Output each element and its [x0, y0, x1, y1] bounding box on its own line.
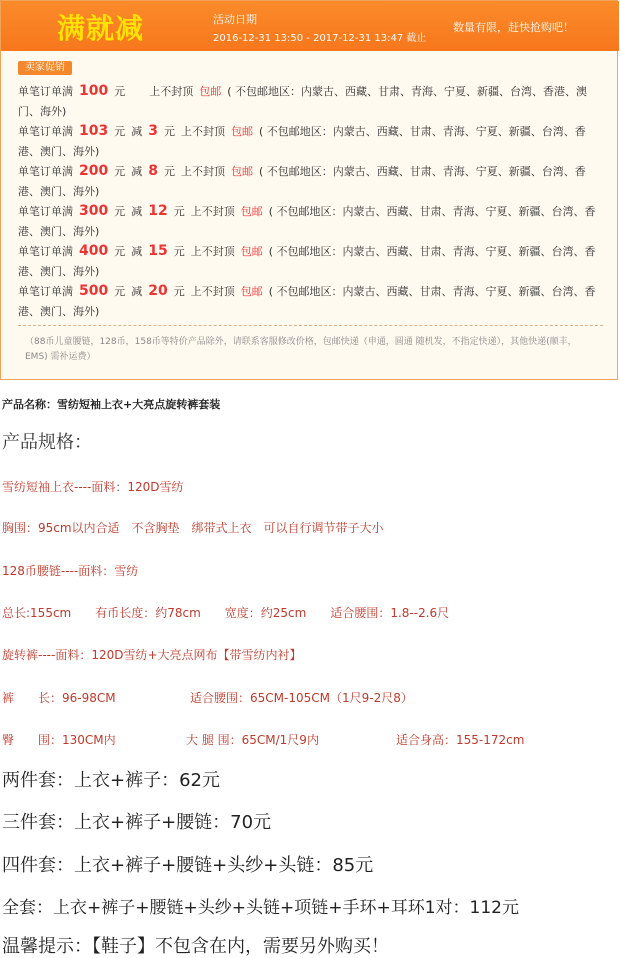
banner-date-range: 2016-12-31 13:50 - 2017-12-31 13:47 截止: [213, 33, 427, 44]
rule-row: [18, 281, 603, 322]
rule-unit: 元: [114, 165, 126, 178]
rule-exclusion: ( 不包邮地区：内蒙古、西藏、甘肃、青海、宁夏、新疆、台湾、香港、澳门、海外): [18, 205, 596, 238]
height: 适合身高：155-172cm: [396, 733, 525, 747]
rule-discount: 15: [148, 243, 168, 259]
thigh: 大 腿 围：65CM/1尺9内: [186, 733, 319, 747]
rule-amount: 100: [79, 83, 109, 99]
set-price: 全套：上衣+裤子+腰链+头纱+头链+项链+手环+耳环1对：112元: [2, 898, 519, 918]
rule-unit: 元: [114, 125, 126, 138]
rule-cap: 上不封顶: [180, 165, 225, 178]
spec-title: 产品规格：: [2, 432, 92, 453]
rule-row: [18, 121, 603, 162]
rule-amount: 500: [79, 283, 109, 299]
rule-cap: 上不封顶: [190, 285, 235, 298]
rule-prefix: 单笔订单满: [18, 245, 73, 258]
rule-prefix: 单笔订单满: [18, 85, 73, 98]
set-price: 四件套：上衣+裤子+腰链+头纱+头链：85元: [2, 855, 374, 876]
rule-row: [18, 81, 603, 122]
rule-unit: 元: [114, 205, 126, 218]
rule-amount: 200: [79, 163, 109, 179]
spec-line: 128币腰链----面料：雪纺: [2, 564, 139, 578]
rule-discount-unit: 元: [173, 285, 185, 298]
set-price: 三件套：上衣+裤子+腰链：70元: [2, 812, 272, 833]
rule-free-ship: 包邮: [240, 245, 263, 258]
rule-discount: 12: [148, 203, 168, 219]
hip: 臀 围：130CM内: [2, 733, 116, 747]
rule-cap: 上不封顶: [149, 85, 194, 98]
rule-cap: 上不封顶: [190, 205, 235, 218]
rule-free-ship: 包邮: [199, 85, 222, 98]
tip: 温馨提示：【鞋子】不包含在内，需要另外购买！: [2, 936, 389, 957]
rule-row: [18, 161, 603, 202]
rule-exclusion: ( 不包邮地区：内蒙古、西藏、甘肃、青海、宁夏、新疆、台湾、香港、澳门、海外): [18, 165, 586, 198]
rule-discount-word: 减: [131, 205, 143, 218]
rule-unit: 元: [114, 245, 126, 258]
rule-free-ship: 包邮: [230, 165, 253, 178]
rule-prefix: 单笔订单满: [18, 285, 73, 298]
rule-amount: 300: [79, 203, 109, 219]
spec-line: 雪纺短袖上衣----面料：120D雪纺: [2, 480, 184, 494]
rule-free-ship: 包邮: [240, 285, 263, 298]
spec-line: 总长:155cm 有币长度：约78cm 宽度：约25cm 适合腰围：1.8--2.6尺: [2, 606, 450, 620]
banner-note: 数量有限，赶快抢购吧！: [453, 21, 574, 34]
pants-waist: 适合腰围：65CM-105CM（1尺9-2尺8）: [190, 691, 413, 705]
rule-discount-unit: 元: [163, 165, 175, 178]
rule-discount: 8: [148, 163, 158, 179]
rule-discount-unit: 元: [163, 125, 175, 138]
banner-title: 满就减: [57, 12, 145, 45]
rule-amount: 400: [79, 243, 109, 259]
spec-line: 旋转裤----面料：120D雪纺+大亮点网布【带雪纺内衬】: [2, 648, 302, 662]
rule-discount-unit: 元: [173, 205, 185, 218]
rule-discount-word: 减: [131, 245, 143, 258]
rule-unit: 元: [114, 85, 126, 98]
promo-banner: [1, 1, 619, 51]
rule-exclusion: ( 不包邮地区：内蒙古、西藏、甘肃、青海、宁夏、新疆、台湾、香港、澳门、海外): [18, 85, 588, 118]
rule-discount-word: 减: [131, 125, 143, 138]
banner-date-label: 活动日期: [213, 13, 257, 26]
rule-exclusion: ( 不包邮地区：内蒙古、西藏、甘肃、青海、宁夏、新疆、台湾、香港、澳门、海外): [18, 125, 586, 158]
divider: [18, 325, 603, 326]
rule-discount-word: 减: [131, 165, 143, 178]
rule-row: [18, 201, 603, 242]
rule-discount-unit: 元: [173, 245, 185, 258]
rule-prefix: 单笔订单满: [18, 205, 73, 218]
rule-prefix: 单笔订单满: [18, 125, 73, 138]
rule-free-ship: 包邮: [240, 205, 263, 218]
rule-exclusion: ( 不包邮地区：内蒙古、西藏、甘肃、青海、宁夏、新疆、台湾、香港、澳门、海外): [18, 245, 596, 278]
rule-amount: 103: [79, 123, 109, 139]
spec-line: 胸围：95cm以内合适 不含胸垫 绑带式上衣 可以自行调节带子大小: [2, 521, 384, 535]
rule-discount-word: 减: [131, 285, 143, 298]
promo-panel: [0, 0, 618, 380]
rule-cap: 上不封顶: [190, 245, 235, 258]
rule-unit: 元: [114, 285, 126, 298]
rule-row: [18, 241, 603, 282]
promo-tag: 卖家促销: [18, 61, 72, 75]
rule-discount: 20: [148, 283, 168, 299]
pants-length: 裤 长：96-98CM: [2, 691, 116, 705]
product-name: 产品名称：雪纺短袖上衣+大亮点旋转裤套装: [2, 398, 221, 411]
rule-cap: 上不封顶: [180, 125, 225, 138]
rule-prefix: 单笔订单满: [18, 165, 73, 178]
rule-exclusion: ( 不包邮地区：内蒙古、西藏、甘肃、青海、宁夏、新疆、台湾、香港、澳门、海外): [18, 285, 596, 318]
rule-discount: 3: [148, 123, 158, 139]
footnote: （88币儿童腰链，128币，158币等特价产品除外，请联系客服修改价格，包邮快递（申通，圆通 随机发，不指定快递），其他快递(顺丰，EMS) 需补运费）: [25, 337, 577, 362]
set-price: 两件套：上衣+裤子：62元: [2, 770, 220, 791]
rule-free-ship: 包邮: [230, 125, 253, 138]
